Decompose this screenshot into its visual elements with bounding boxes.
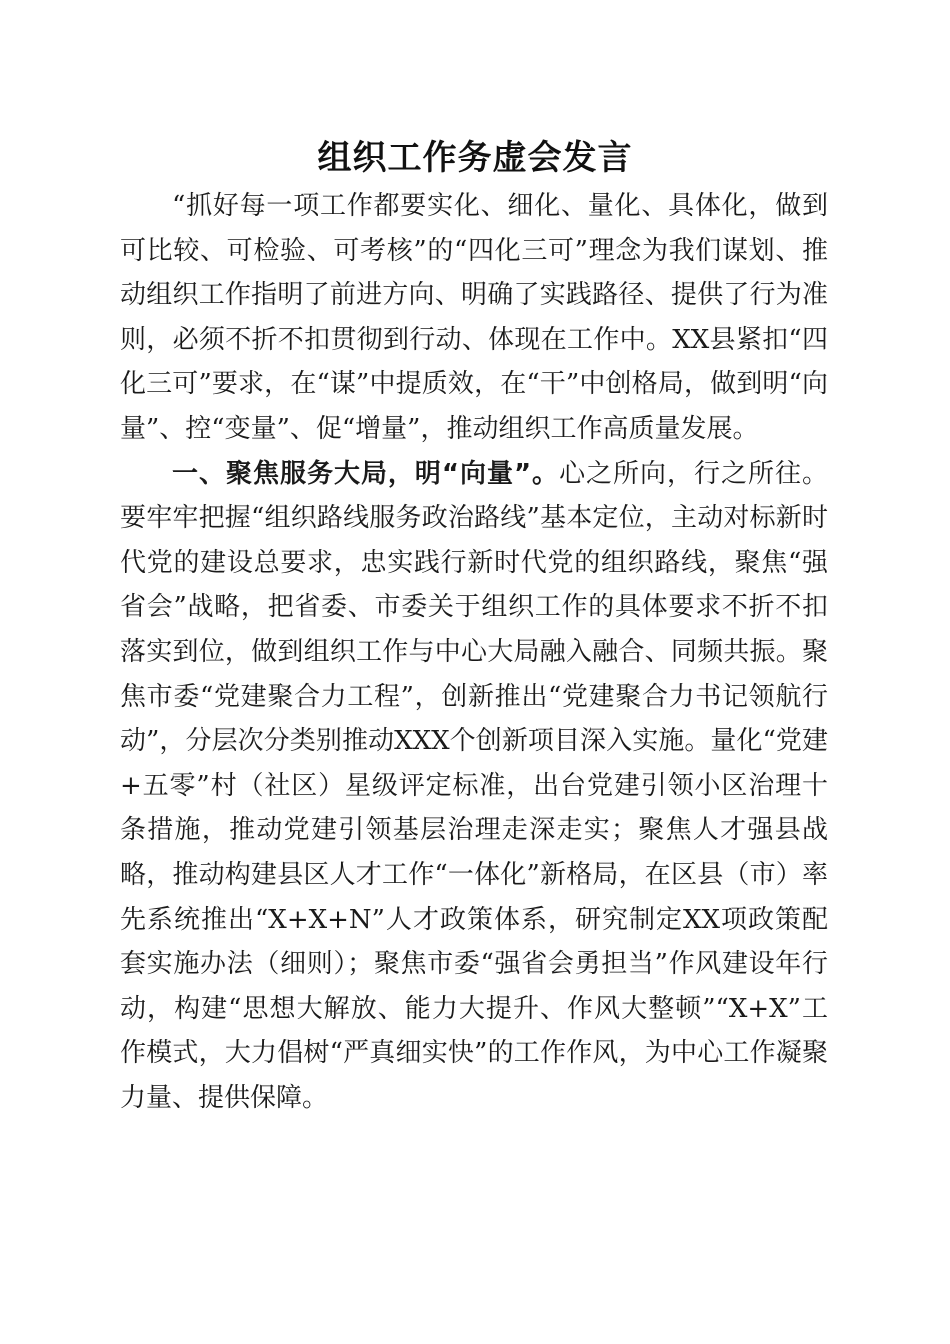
section-1-paragraph xyxy=(120,452,828,1121)
intro-paragraph: “抓好每一项工作都要实化、细化、量化、具体化，做到可比较、可检验、可考核”的“四化三可”理念为我们谋划、推动组织工作指明了前进方向、明确了实践路径、提供了行为准则，必须不折不扣贯彻到行动、体现在工作中。XX县紧扣“四化三可”要求，在“谋”中提质效，在“干”中创格局，做到明“向量”、控“变量”、促“增量”，推动组织工作高质量发展。 xyxy=(120,191,828,444)
document-title: 组织工作务虚会发言 xyxy=(317,138,633,178)
section-1-heading: 一、聚焦服务大局，明“向量”。 xyxy=(172,458,560,489)
section-1-body: 心之所向，行之所往。要牢牢把握“组织路线服务政治路线”基本定位，主动对标新时代党的建设总要求，忠实践行新时代党的组织路线，聚焦“强省会”战略，把省委、市委关于组织工作的具体要求不折不扣落实到位，做到组织工作与中心大局融入融合、同频共振。聚焦市委“党建聚合力工程”，创新推出“党建聚合力书记领航行动”，分层次分类别推动XXX个创新项目深入实施。量化“党建+五零”村（社区）星级评定标准，出台党建引领小区治理十条措施，推动党建引领基层治理走深走实；聚焦人才强县战略，推动构建县区人才工作“一体化”新格局，在区县（市）率先系统推出“X+X+N”人才政策体系，研究制定XX项政策配套实施办法（细则）；聚焦市委“强省会勇担当”作风建设年行动，构建“思想大解放、能力大提升、作风大整顿”“X+X”工作模式，大力倡树“严真细实快”的工作作风，为中心工作凝聚力量、提供保障。 xyxy=(120,458,828,1113)
document-body xyxy=(120,184,828,1120)
